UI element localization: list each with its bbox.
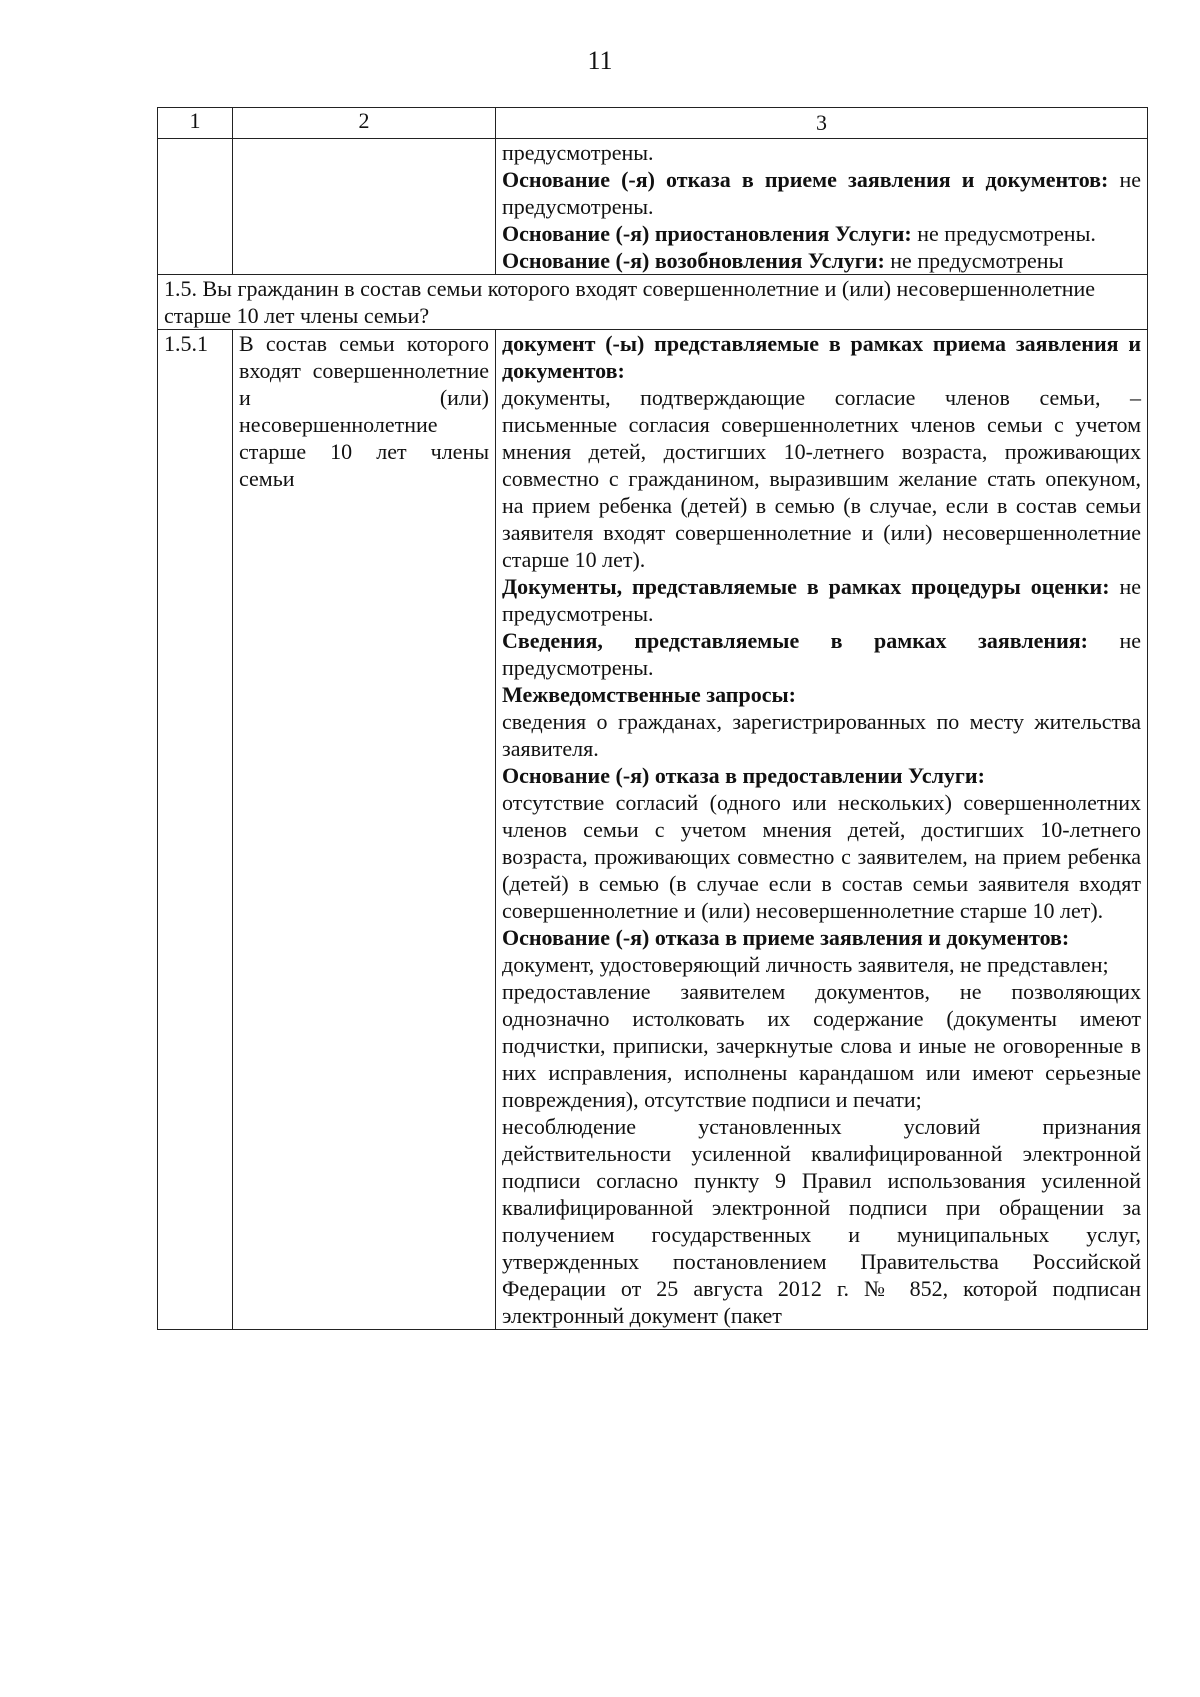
refusal-docs-item: предоставление заявителем документов, не позволяющих однозначно истолковать их содержание (документы имеют подчистки, приписки, зачеркнутые слова и иные не оговоренные в них исправления, исполнены карандашом или имеют серьезные повреждения), отсутствие подписи и печати; — [502, 979, 1141, 1112]
continuation-item — [502, 220, 1141, 247]
refusal-docs-item: документ, удостоверяющий личность заявителя, не представлен; — [502, 952, 1109, 977]
continuation-content-cell — [496, 139, 1148, 275]
column-header-2: 2 — [233, 108, 496, 139]
services-table — [157, 107, 1148, 1330]
evaluation-documents — [502, 573, 1141, 627]
continuation-item-value: не предусмотрены. — [911, 221, 1096, 246]
table-header-row — [158, 108, 1148, 139]
evaluation-value: не предусмотрены. — [502, 574, 1142, 626]
row-content — [496, 330, 1148, 1330]
row-number: 1.5.1 — [158, 330, 233, 1330]
continuation-number-cell — [158, 139, 233, 275]
refusal-docs-heading: Основание (-я) отказа в приеме заявления и документов: — [502, 925, 1070, 950]
section-row — [158, 275, 1148, 330]
application-info — [502, 627, 1141, 681]
page-number: 11 — [587, 46, 613, 75]
column-header-3: 3 — [496, 108, 1148, 139]
continuation-text: предусмотрены. — [502, 140, 654, 165]
interdept-heading: Межведомственные запросы: — [502, 682, 796, 707]
refusal-service-text: отсутствие согласий (одного или нескольких) совершеннолетних членов семьи с учетом мнения детей, достигших 10-летнего возраста, проживающих совместно с заявителем, на прием ребенка (детей) в семью (в случае если в состав семьи заявителя входят совершеннолетние и (или) несовершеннолетние старше 10 лет). — [502, 790, 1141, 923]
continuation-item-label: Основание (-я) отказа в приеме заявления и документов: — [502, 167, 1109, 192]
continuation-row — [158, 139, 1148, 275]
column-header-1: 1 — [158, 108, 233, 139]
refusal-docs-item: несоблюдение установленных условий признания действительности усиленной квалифицированной электронной подписи согласно пункту 9 Правил использования усиленной квалифицированной электронной подписи при обращении за получением государственных и муниципальных услуг, утвержденных постановлением Правительства Российской Федерации от 25 августа 2012 г. № 852, которой подписан электронный документ (пакет — [502, 1114, 1141, 1328]
documents-text: документы, подтверждающие согласие членов семьи, – письменные согласия совершеннолетних членов семьи с учетом мнения детей, достигших 10-летнего возраста, проживающих совместно с гражданином, выразившим желание стать опекуном, на прием ребенка (детей) в семью (в случае, если в состав семьи заявителя входят совершеннолетние и (или) несовершеннолетние старше 10 лет). — [502, 385, 1141, 572]
table-row — [158, 330, 1148, 1330]
application-info-label: Сведения, представляемые в рамках заявления: — [502, 628, 1089, 653]
row-label: В состав семьи которого входят совершеннолетние и (или) несовершеннолетние старше 10 лет члены семьи — [233, 330, 496, 1330]
section-title: 1.5. Вы гражданин в состав семьи которого входят совершеннолетние и (или) несовершеннолетние старше 10 лет члены семьи? — [158, 275, 1148, 330]
continuation-item-value: не предусмотрены — [884, 248, 1064, 273]
documents-heading: документ (-ы) представляемые в рамках приема заявления и документов: — [502, 331, 1141, 383]
refusal-service-heading: Основание (-я) отказа в предоставлении Услуги: — [502, 763, 985, 788]
interdept-text: сведения о гражданах, зарегистрированных по месту жительства заявителя. — [502, 709, 1141, 761]
continuation-item-value: не предусмотрены. — [502, 167, 1141, 219]
continuation-item-label: Основание (-я) приостановления Услуги: — [502, 221, 912, 246]
continuation-item — [502, 166, 1141, 220]
continuation-label-cell — [233, 139, 496, 275]
continuation-item-label: Основание (-я) возобновления Услуги: — [502, 248, 885, 273]
evaluation-label: Документы, представляемые в рамках процедуры оценки: — [502, 574, 1110, 599]
continuation-item — [502, 247, 1141, 274]
application-info-value: не предусмотрены. — [502, 628, 1141, 680]
